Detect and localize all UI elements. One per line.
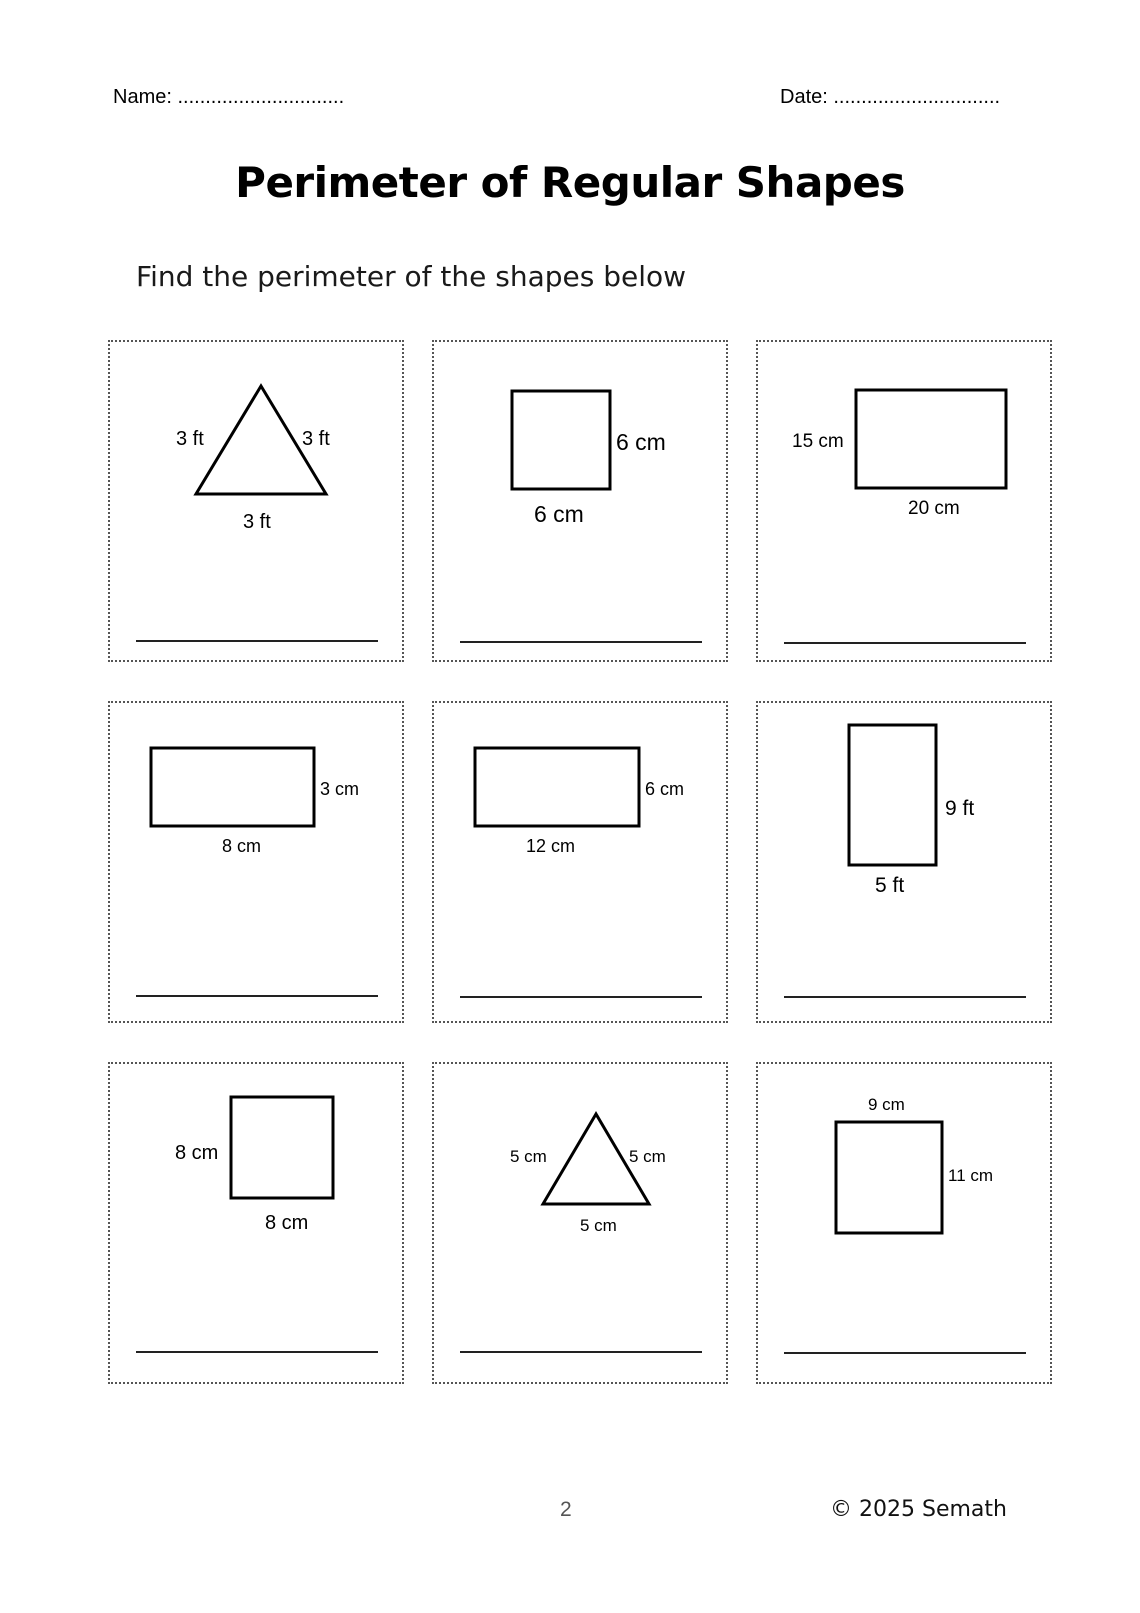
- answer-line[interactable]: [460, 996, 702, 998]
- side-label: 9 cm: [868, 1095, 905, 1114]
- problem-figure-5: [434, 703, 730, 1025]
- problem-figure-1: [110, 342, 406, 664]
- side-label: 11 cm: [948, 1166, 994, 1185]
- rectangle-shape: [856, 390, 1006, 488]
- side-label: 8 cm: [175, 1142, 219, 1164]
- side-label: 5 ft: [875, 874, 905, 897]
- square-shape: [231, 1097, 333, 1198]
- problem-figure-3: [758, 342, 1054, 664]
- problem-card-9: [756, 1062, 1052, 1384]
- side-label: 3 ft: [243, 511, 271, 533]
- problem-card-1: [108, 340, 404, 662]
- answer-line[interactable]: [784, 1352, 1026, 1354]
- problem-card-3: [756, 340, 1052, 662]
- problem-card-7: [108, 1062, 404, 1384]
- name-field-label: Name: ..............................: [113, 86, 345, 108]
- problem-figure-7: [110, 1064, 406, 1386]
- date-field-label: Date: ..............................: [780, 86, 1001, 108]
- rectangle-shape: [475, 748, 639, 826]
- instruction-text: Find the perimeter of the shapes below: [136, 260, 687, 293]
- problem-card-6: [756, 701, 1052, 1023]
- side-label: 5 cm: [629, 1147, 666, 1166]
- answer-line[interactable]: [460, 1351, 702, 1353]
- side-label: 3 ft: [302, 428, 330, 450]
- side-label: 20 cm: [908, 498, 960, 519]
- answer-line[interactable]: [460, 641, 702, 643]
- problem-card-2: [432, 340, 728, 662]
- copyright-text: © 2025 Semath: [830, 1497, 1007, 1522]
- problem-figure-2: [434, 342, 730, 664]
- page-title: Perimeter of Regular Shapes: [235, 158, 905, 207]
- side-label: 8 cm: [265, 1212, 309, 1234]
- side-label: 5 cm: [510, 1147, 547, 1166]
- side-label: 6 cm: [534, 501, 584, 527]
- side-label: 3 ft: [176, 428, 204, 450]
- rectangle-shape: [836, 1122, 942, 1233]
- problem-card-8: [432, 1062, 728, 1384]
- answer-line[interactable]: [784, 642, 1026, 644]
- problem-figure-6: [758, 703, 1054, 1025]
- problem-card-5: [432, 701, 728, 1023]
- side-label: 5 cm: [580, 1216, 617, 1235]
- problem-figure-8: [434, 1064, 730, 1386]
- side-label: 3 cm: [320, 779, 360, 799]
- page-number: 2: [560, 1498, 572, 1521]
- side-label: 6 cm: [616, 429, 666, 455]
- answer-line[interactable]: [136, 640, 378, 642]
- square-shape: [512, 391, 610, 489]
- side-label: 9 ft: [945, 797, 975, 820]
- side-label: 15 cm: [792, 431, 844, 452]
- rectangle-shape: [849, 725, 936, 865]
- side-label: 8 cm: [222, 836, 262, 856]
- problem-figure-9: [758, 1064, 1054, 1386]
- problem-card-4: [108, 701, 404, 1023]
- rectangle-shape: [151, 748, 314, 826]
- answer-line[interactable]: [136, 1351, 378, 1353]
- side-label: 6 cm: [645, 779, 685, 799]
- answer-line[interactable]: [136, 995, 378, 997]
- answer-line[interactable]: [784, 996, 1026, 998]
- problem-figure-4: [110, 703, 406, 1025]
- side-label: 12 cm: [526, 836, 576, 856]
